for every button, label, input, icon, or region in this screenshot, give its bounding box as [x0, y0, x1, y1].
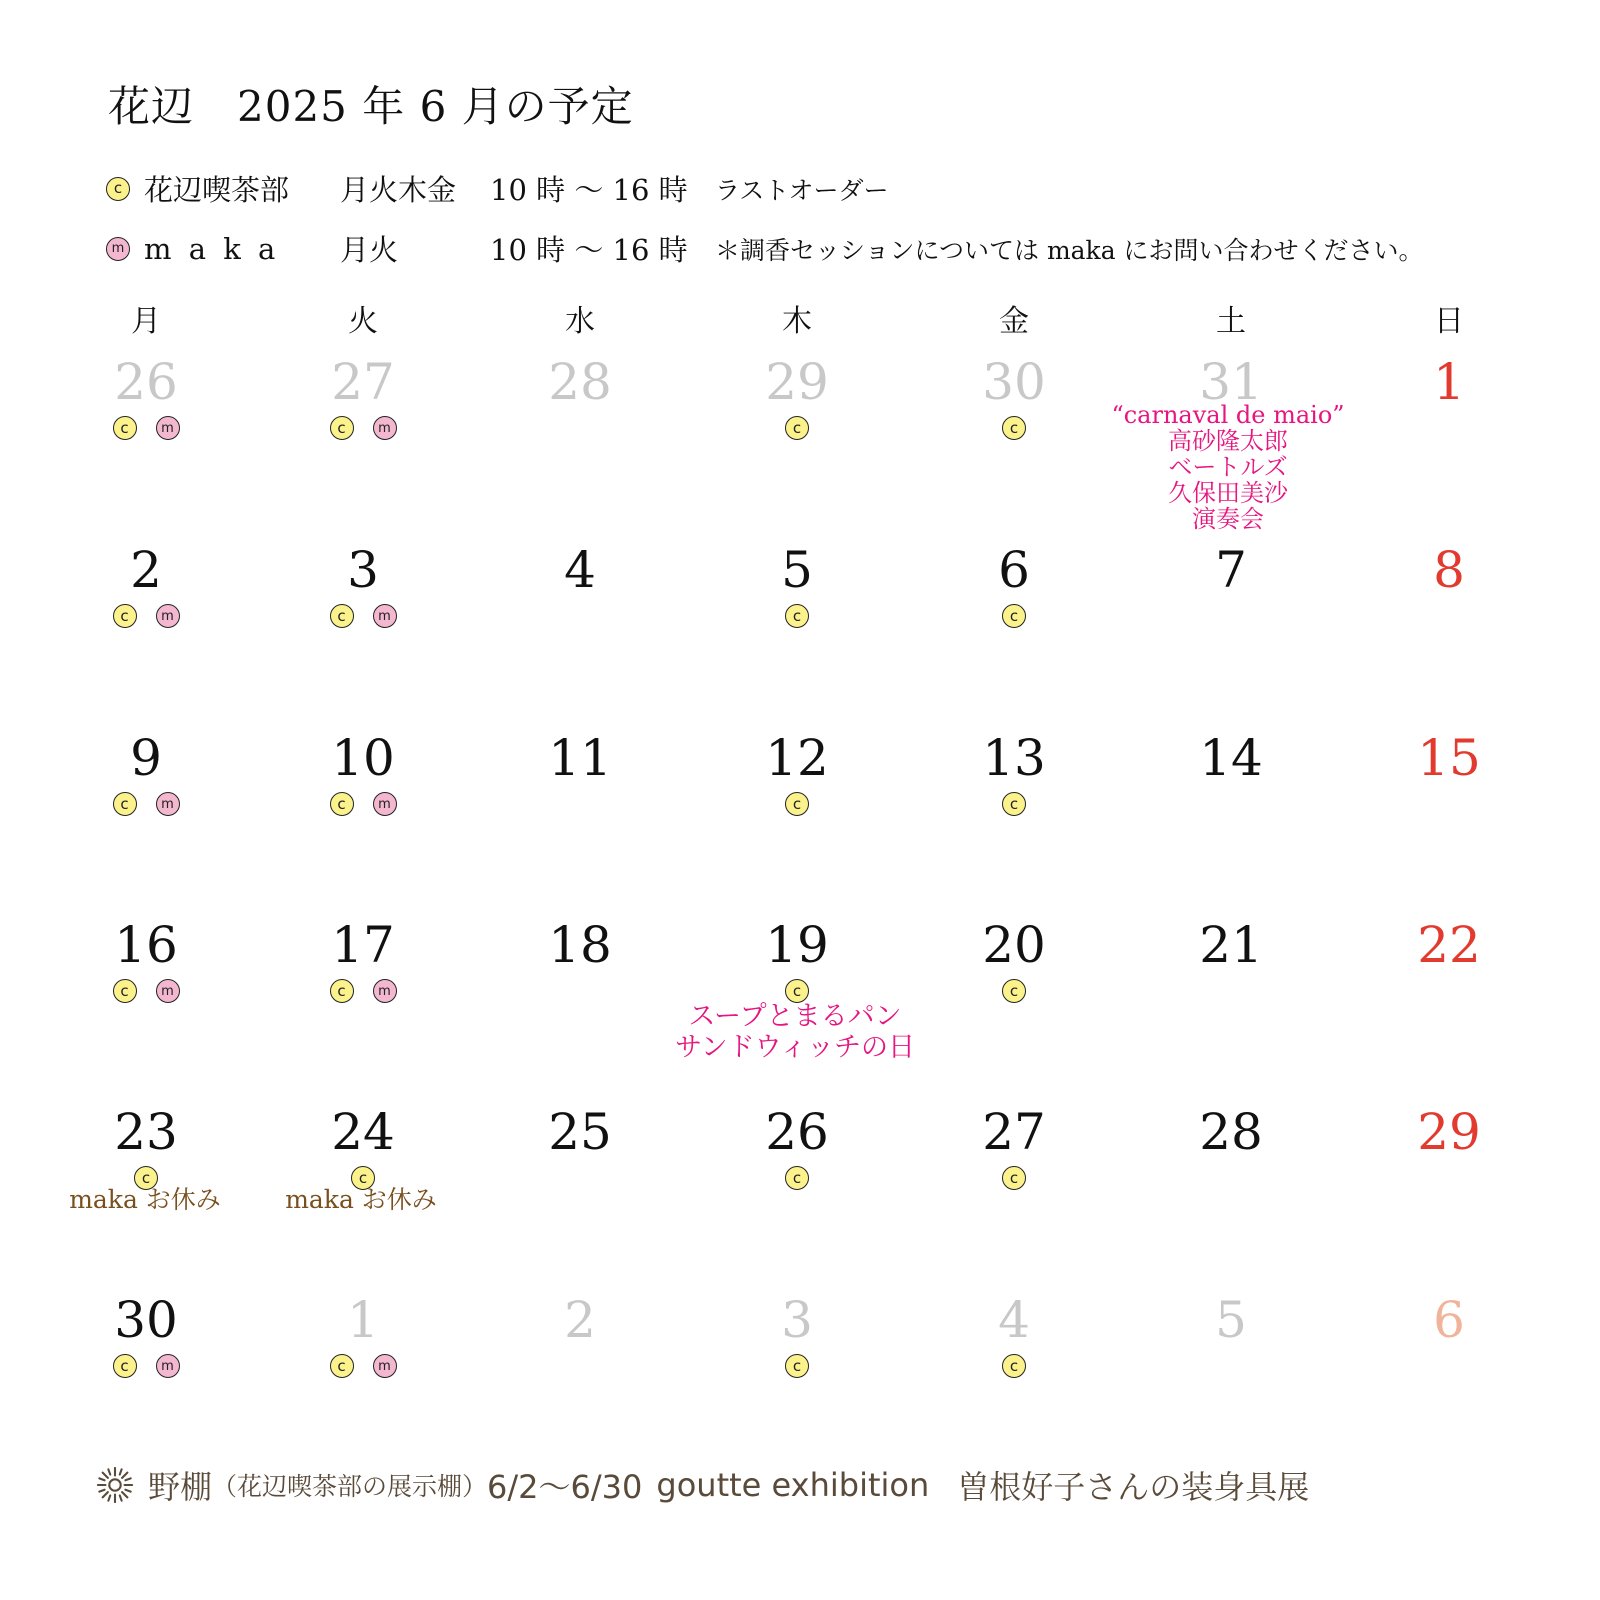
day-cell	[46, 1104, 246, 1192]
legend-cafe-note: ラストオーダー	[715, 175, 889, 205]
day-number: 29	[1417, 1103, 1481, 1161]
day-cell	[914, 1104, 1114, 1192]
day-badges	[914, 979, 1114, 1005]
day-badges	[46, 979, 246, 1005]
day-cell	[46, 1292, 246, 1380]
event-concert-line: 久保田美沙	[1168, 479, 1288, 507]
day-number: 27	[982, 1103, 1046, 1161]
day-number: 31	[1199, 353, 1263, 411]
maka-off-note: maka お休み	[69, 1185, 221, 1214]
day-badges	[480, 604, 680, 630]
day-badges	[1349, 792, 1549, 818]
day-badges	[480, 416, 680, 442]
event-soup-line: スープとまるパン	[688, 1001, 902, 1032]
day-badges	[480, 979, 680, 1005]
day-number: 24	[331, 1103, 395, 1161]
day-number: 10	[331, 729, 395, 787]
day-cell	[1349, 730, 1549, 818]
maka-badge-icon: m	[156, 604, 180, 628]
day-number: 26	[114, 353, 178, 411]
cafe-badge-icon: c	[113, 792, 137, 816]
weekday-header: 土	[1216, 304, 1246, 339]
day-badges	[914, 1354, 1114, 1380]
event-soup	[675, 1001, 915, 1063]
day-number: 21	[1199, 916, 1263, 974]
day-badges	[1131, 1166, 1331, 1192]
day-badges	[697, 416, 897, 442]
day-number: 30	[982, 353, 1046, 411]
maka-badge-icon: m	[156, 416, 180, 440]
day-badges	[480, 792, 680, 818]
day-number: 30	[114, 1291, 178, 1349]
cafe-badge-icon: c	[1002, 604, 1026, 628]
cafe-badge-icon: c	[330, 604, 354, 628]
day-cell	[480, 1292, 680, 1380]
cafe-badge-icon: c	[351, 1166, 375, 1190]
legend-maka-note: ＊調香セッションについては maka にお問い合わせください。	[715, 235, 1424, 265]
weekday-header: 月	[131, 304, 161, 339]
day-number: 15	[1417, 729, 1481, 787]
weekday-header: 木	[782, 304, 812, 339]
day-number: 25	[548, 1103, 612, 1161]
day-number: 9	[130, 729, 162, 787]
day-badges	[480, 1166, 680, 1192]
day-cell	[480, 354, 680, 442]
day-badges	[1349, 1354, 1549, 1380]
day-badges	[46, 792, 246, 818]
day-badges	[697, 1354, 897, 1380]
maka-badge-icon: m	[373, 1354, 397, 1378]
cafe-badge-icon: c	[785, 1166, 809, 1190]
event-soup-line: サンドウィッチの日	[674, 1032, 916, 1063]
day-number: 3	[781, 1291, 813, 1349]
day-badges	[46, 416, 246, 442]
day-badges	[1349, 1166, 1549, 1192]
cafe-badge-icon: c	[330, 792, 354, 816]
weekday-header: 火	[348, 304, 378, 339]
day-badges	[1349, 416, 1549, 442]
day-cell	[46, 917, 246, 1005]
day-badges	[1131, 792, 1331, 818]
weekday-header: 日	[1434, 304, 1464, 339]
sun-icon	[96, 1466, 134, 1504]
day-number: 18	[548, 916, 612, 974]
day-badges	[263, 416, 463, 442]
day-badges	[697, 604, 897, 630]
legend-maka-hours: 10 時 ～ 16 時	[490, 233, 688, 267]
day-number: 5	[1215, 1291, 1247, 1349]
day-number: 8	[1433, 541, 1465, 599]
day-cell	[263, 730, 463, 818]
weekday-header: 金	[999, 304, 1029, 339]
event-concert-line: “carnaval de maio”	[1111, 401, 1345, 429]
day-cell	[914, 542, 1114, 630]
day-cell	[1131, 917, 1331, 1005]
footer-exhibition: goutte exhibition	[656, 1466, 930, 1504]
day-number: 1	[1433, 353, 1465, 411]
day-cell	[1349, 1104, 1549, 1192]
day-number: 26	[765, 1103, 829, 1161]
legend-cafe-days: 月火木金	[340, 173, 457, 207]
day-cell	[46, 354, 246, 442]
cafe-badge-icon: c	[106, 177, 130, 201]
day-cell	[1131, 1292, 1331, 1380]
cafe-badge-icon: c	[330, 1354, 354, 1378]
day-cell	[1349, 1292, 1549, 1380]
event-concert-line: ベートルズ	[1168, 453, 1288, 481]
day-number: 27	[331, 353, 395, 411]
day-number: 12	[765, 729, 829, 787]
day-cell	[480, 730, 680, 818]
day-badges	[697, 1166, 897, 1192]
maka-badge-icon: m	[373, 979, 397, 1003]
day-badges	[1131, 979, 1331, 1005]
footer-dates: 6/2～6/30	[487, 1468, 643, 1506]
day-cell	[263, 917, 463, 1005]
day-number: 11	[548, 729, 612, 787]
day-number: 2	[564, 1291, 596, 1349]
day-cell	[697, 917, 897, 1005]
day-cell	[1131, 1104, 1331, 1192]
cafe-badge-icon: c	[113, 416, 137, 440]
event-concert-line: 高砂隆太郎	[1168, 427, 1288, 455]
legend-maka-days: 月火	[340, 233, 399, 267]
maka-badge-icon: m	[373, 416, 397, 440]
cafe-badge-icon: c	[1002, 1354, 1026, 1378]
day-badges	[263, 604, 463, 630]
day-cell	[1131, 730, 1331, 818]
day-cell	[263, 354, 463, 442]
day-cell	[1131, 542, 1331, 630]
day-cell	[1349, 542, 1549, 630]
maka-badge-icon: m	[106, 237, 130, 261]
cafe-badge-icon: c	[113, 604, 137, 628]
day-number: 4	[564, 541, 596, 599]
day-cell	[697, 354, 897, 442]
cafe-badge-icon: c	[113, 979, 137, 1003]
footer-label: 野棚	[148, 1468, 213, 1506]
day-badges	[1349, 604, 1549, 630]
day-cell	[480, 542, 680, 630]
day-cell	[1349, 354, 1549, 442]
day-cell	[263, 1104, 463, 1192]
footer-sub: （花辺喫茶部の展示棚）	[212, 1472, 488, 1501]
day-badges	[1349, 979, 1549, 1005]
cafe-badge-icon: c	[134, 1166, 158, 1190]
day-badges	[263, 792, 463, 818]
day-number: 1	[347, 1291, 379, 1349]
day-cell	[480, 1104, 680, 1192]
day-cell	[697, 730, 897, 818]
day-cell	[914, 730, 1114, 818]
day-number: 28	[548, 353, 612, 411]
day-number: 6	[998, 541, 1030, 599]
cafe-badge-icon: c	[785, 1354, 809, 1378]
day-number: 2	[130, 541, 162, 599]
event-concert	[1111, 402, 1344, 532]
day-cell	[914, 354, 1114, 442]
day-number: 17	[331, 916, 395, 974]
weekday-header: 水	[565, 304, 595, 339]
legend-maka	[106, 228, 1424, 269]
day-number: 4	[998, 1291, 1030, 1349]
cafe-badge-icon: c	[1002, 979, 1026, 1003]
day-badges	[914, 792, 1114, 818]
day-number: 13	[982, 729, 1046, 787]
day-badges	[914, 604, 1114, 630]
day-cell	[697, 1292, 897, 1380]
day-badges	[914, 416, 1114, 442]
day-number: 22	[1417, 916, 1481, 974]
legend-cafe-name: 花辺喫茶部	[144, 173, 290, 207]
day-cell	[263, 1292, 463, 1380]
day-number: 23	[114, 1103, 178, 1161]
day-cell	[914, 1292, 1114, 1380]
day-number: 29	[765, 353, 829, 411]
day-cell	[263, 542, 463, 630]
cafe-badge-icon: c	[330, 416, 354, 440]
day-badges	[914, 1166, 1114, 1192]
day-number: 3	[347, 541, 379, 599]
day-number: 7	[1215, 541, 1247, 599]
maka-badge-icon: m	[373, 604, 397, 628]
day-cell	[697, 1104, 897, 1192]
footer	[96, 1462, 1309, 1508]
maka-off-note: maka お休み	[285, 1185, 437, 1214]
footer-artist: 曽根好子さんの装身具展	[957, 1468, 1310, 1506]
day-cell	[480, 917, 680, 1005]
day-cell	[46, 730, 246, 818]
maka-badge-icon: m	[156, 979, 180, 1003]
cafe-badge-icon: c	[785, 416, 809, 440]
day-badges	[46, 604, 246, 630]
day-badges	[46, 1354, 246, 1380]
maka-badge-icon: m	[156, 1354, 180, 1378]
day-badges	[263, 1354, 463, 1380]
event-concert-line: 演奏会	[1192, 505, 1264, 533]
cafe-badge-icon: c	[785, 792, 809, 816]
cafe-badge-icon: c	[1002, 792, 1026, 816]
page-title: 花辺 2025 年 6 月の予定	[108, 82, 634, 131]
cafe-badge-icon: c	[1002, 416, 1026, 440]
legend-maka-name: m a k a	[144, 231, 276, 266]
cafe-badge-icon: c	[113, 1354, 137, 1378]
legend-cafe-hours: 10 時 ～ 16 時	[490, 173, 688, 207]
day-badges	[697, 792, 897, 818]
legend-cafe	[106, 168, 889, 209]
day-number: 14	[1199, 729, 1263, 787]
day-number: 5	[781, 541, 813, 599]
day-number: 20	[982, 916, 1046, 974]
day-number: 6	[1433, 1291, 1465, 1349]
day-cell	[1349, 917, 1549, 1005]
day-badges	[1131, 1354, 1331, 1380]
cafe-badge-icon: c	[1002, 1166, 1026, 1190]
day-cell	[914, 917, 1114, 1005]
day-badges	[480, 1354, 680, 1380]
day-cell	[46, 542, 246, 630]
day-cell	[697, 542, 897, 630]
day-number: 19	[765, 916, 829, 974]
day-number: 16	[114, 916, 178, 974]
day-number: 28	[1199, 1103, 1263, 1161]
day-badges	[263, 979, 463, 1005]
cafe-badge-icon: c	[330, 979, 354, 1003]
maka-badge-icon: m	[156, 792, 180, 816]
day-badges	[1131, 604, 1331, 630]
cafe-badge-icon: c	[785, 604, 809, 628]
maka-badge-icon: m	[373, 792, 397, 816]
cafe-badge-icon: c	[785, 979, 809, 1003]
